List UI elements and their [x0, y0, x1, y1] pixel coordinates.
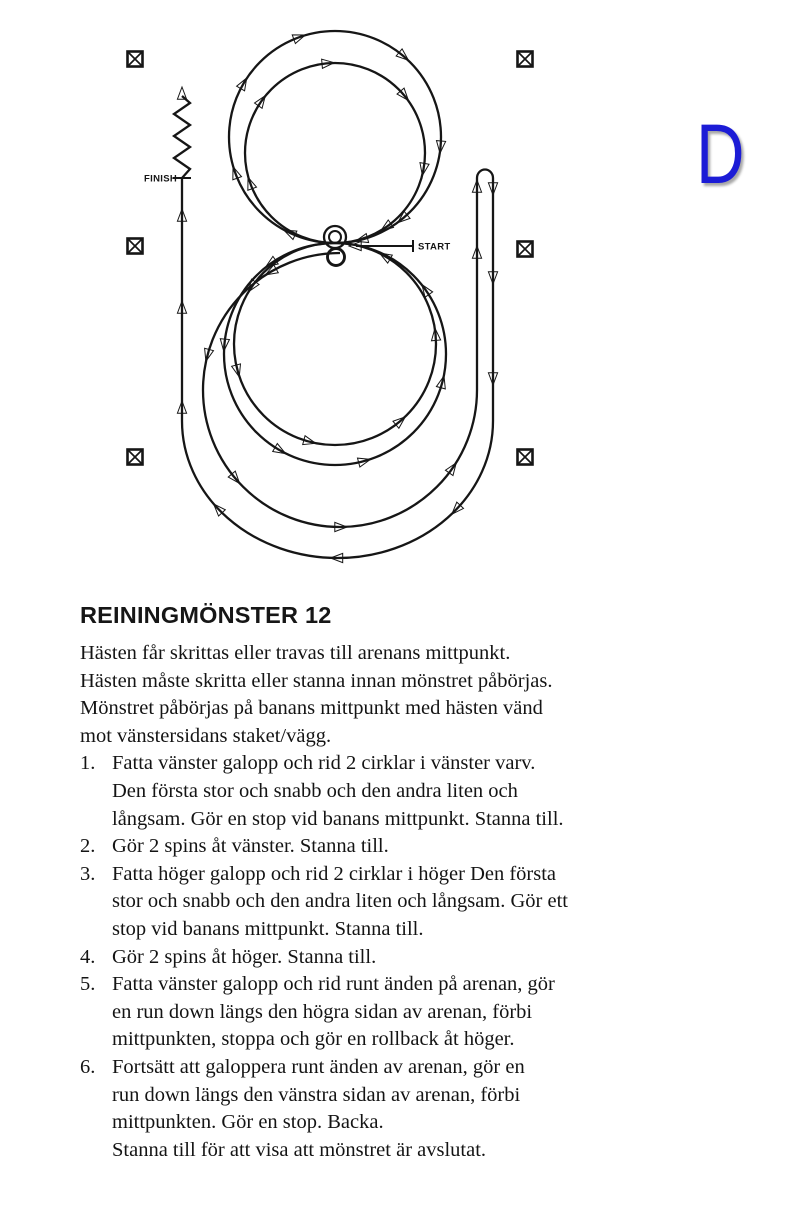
list-item-number: 2.: [80, 835, 96, 858]
reining-pattern-diagram: [0, 0, 660, 600]
spin-marker-icon: [324, 226, 346, 266]
list-item: 2. Gör 2 spins åt vänster. Stanna till.: [80, 833, 660, 861]
intro-line: Mönstret påbörjas på banans mittpunkt med hästen vänd: [80, 697, 543, 720]
list-item: 3. Fatta höger galopp och rid 2 cirklar i höger Den första stor och snabb och den andra liten och långsam. Gör ett stop vid banans mittpunkt. Stanna till.: [80, 861, 660, 944]
intro-line: mot vänstersidans staket/vägg.: [80, 724, 332, 747]
intro-line: Hästen får skrittas eller travas till arenans mittpunkt.: [80, 642, 511, 664]
corner-letter-d: D: [696, 107, 745, 201]
list-item: 4. Gör 2 spins åt höger. Stanna till.: [80, 944, 660, 972]
list-item: 1. Fatta vänster galopp och rid 2 cirklar i vänster varv. Den första stor och snabb och den andra liten och långsam. Gör en stop vid banans mittpunkt. Stanna till.: [80, 750, 660, 833]
list-item: 6. Fortsätt att galoppera runt änden av arenan, gör en run down längs den vänstra sidan av arenan, förbi mittpunkten. Gör en stop. Backa. Stanna till för att visa att mönstret är avslutat.: [80, 1054, 660, 1164]
direction-arrow-icons: [177, 31, 497, 563]
intro-line: Hästen måste skritta eller stanna innan mönstret påbörjas.: [80, 669, 553, 692]
arena-marker-icons: [128, 52, 533, 465]
list-item-number: 6.: [80, 1055, 96, 1078]
list-item-number: 3.: [80, 862, 96, 885]
finish-label: FINISH: [144, 173, 177, 185]
rundown-left-path: [174, 96, 493, 558]
page-title: REININGMÖNSTER 12: [80, 602, 332, 628]
list-item-number: 4.: [80, 945, 96, 968]
bottom-circles: [224, 243, 446, 465]
list-item-number: 5.: [80, 973, 96, 996]
pattern-description: [80, 601, 660, 1164]
start-label: START: [418, 241, 451, 253]
list-item-number: 1.: [80, 752, 96, 775]
list-item: 5. Fatta vänster galopp och rid runt änden på arenan, gör en run down längs den högra sidan av arenan, förbi mittpunkten, stoppa och gör en rollback åt höger.: [80, 971, 660, 1054]
